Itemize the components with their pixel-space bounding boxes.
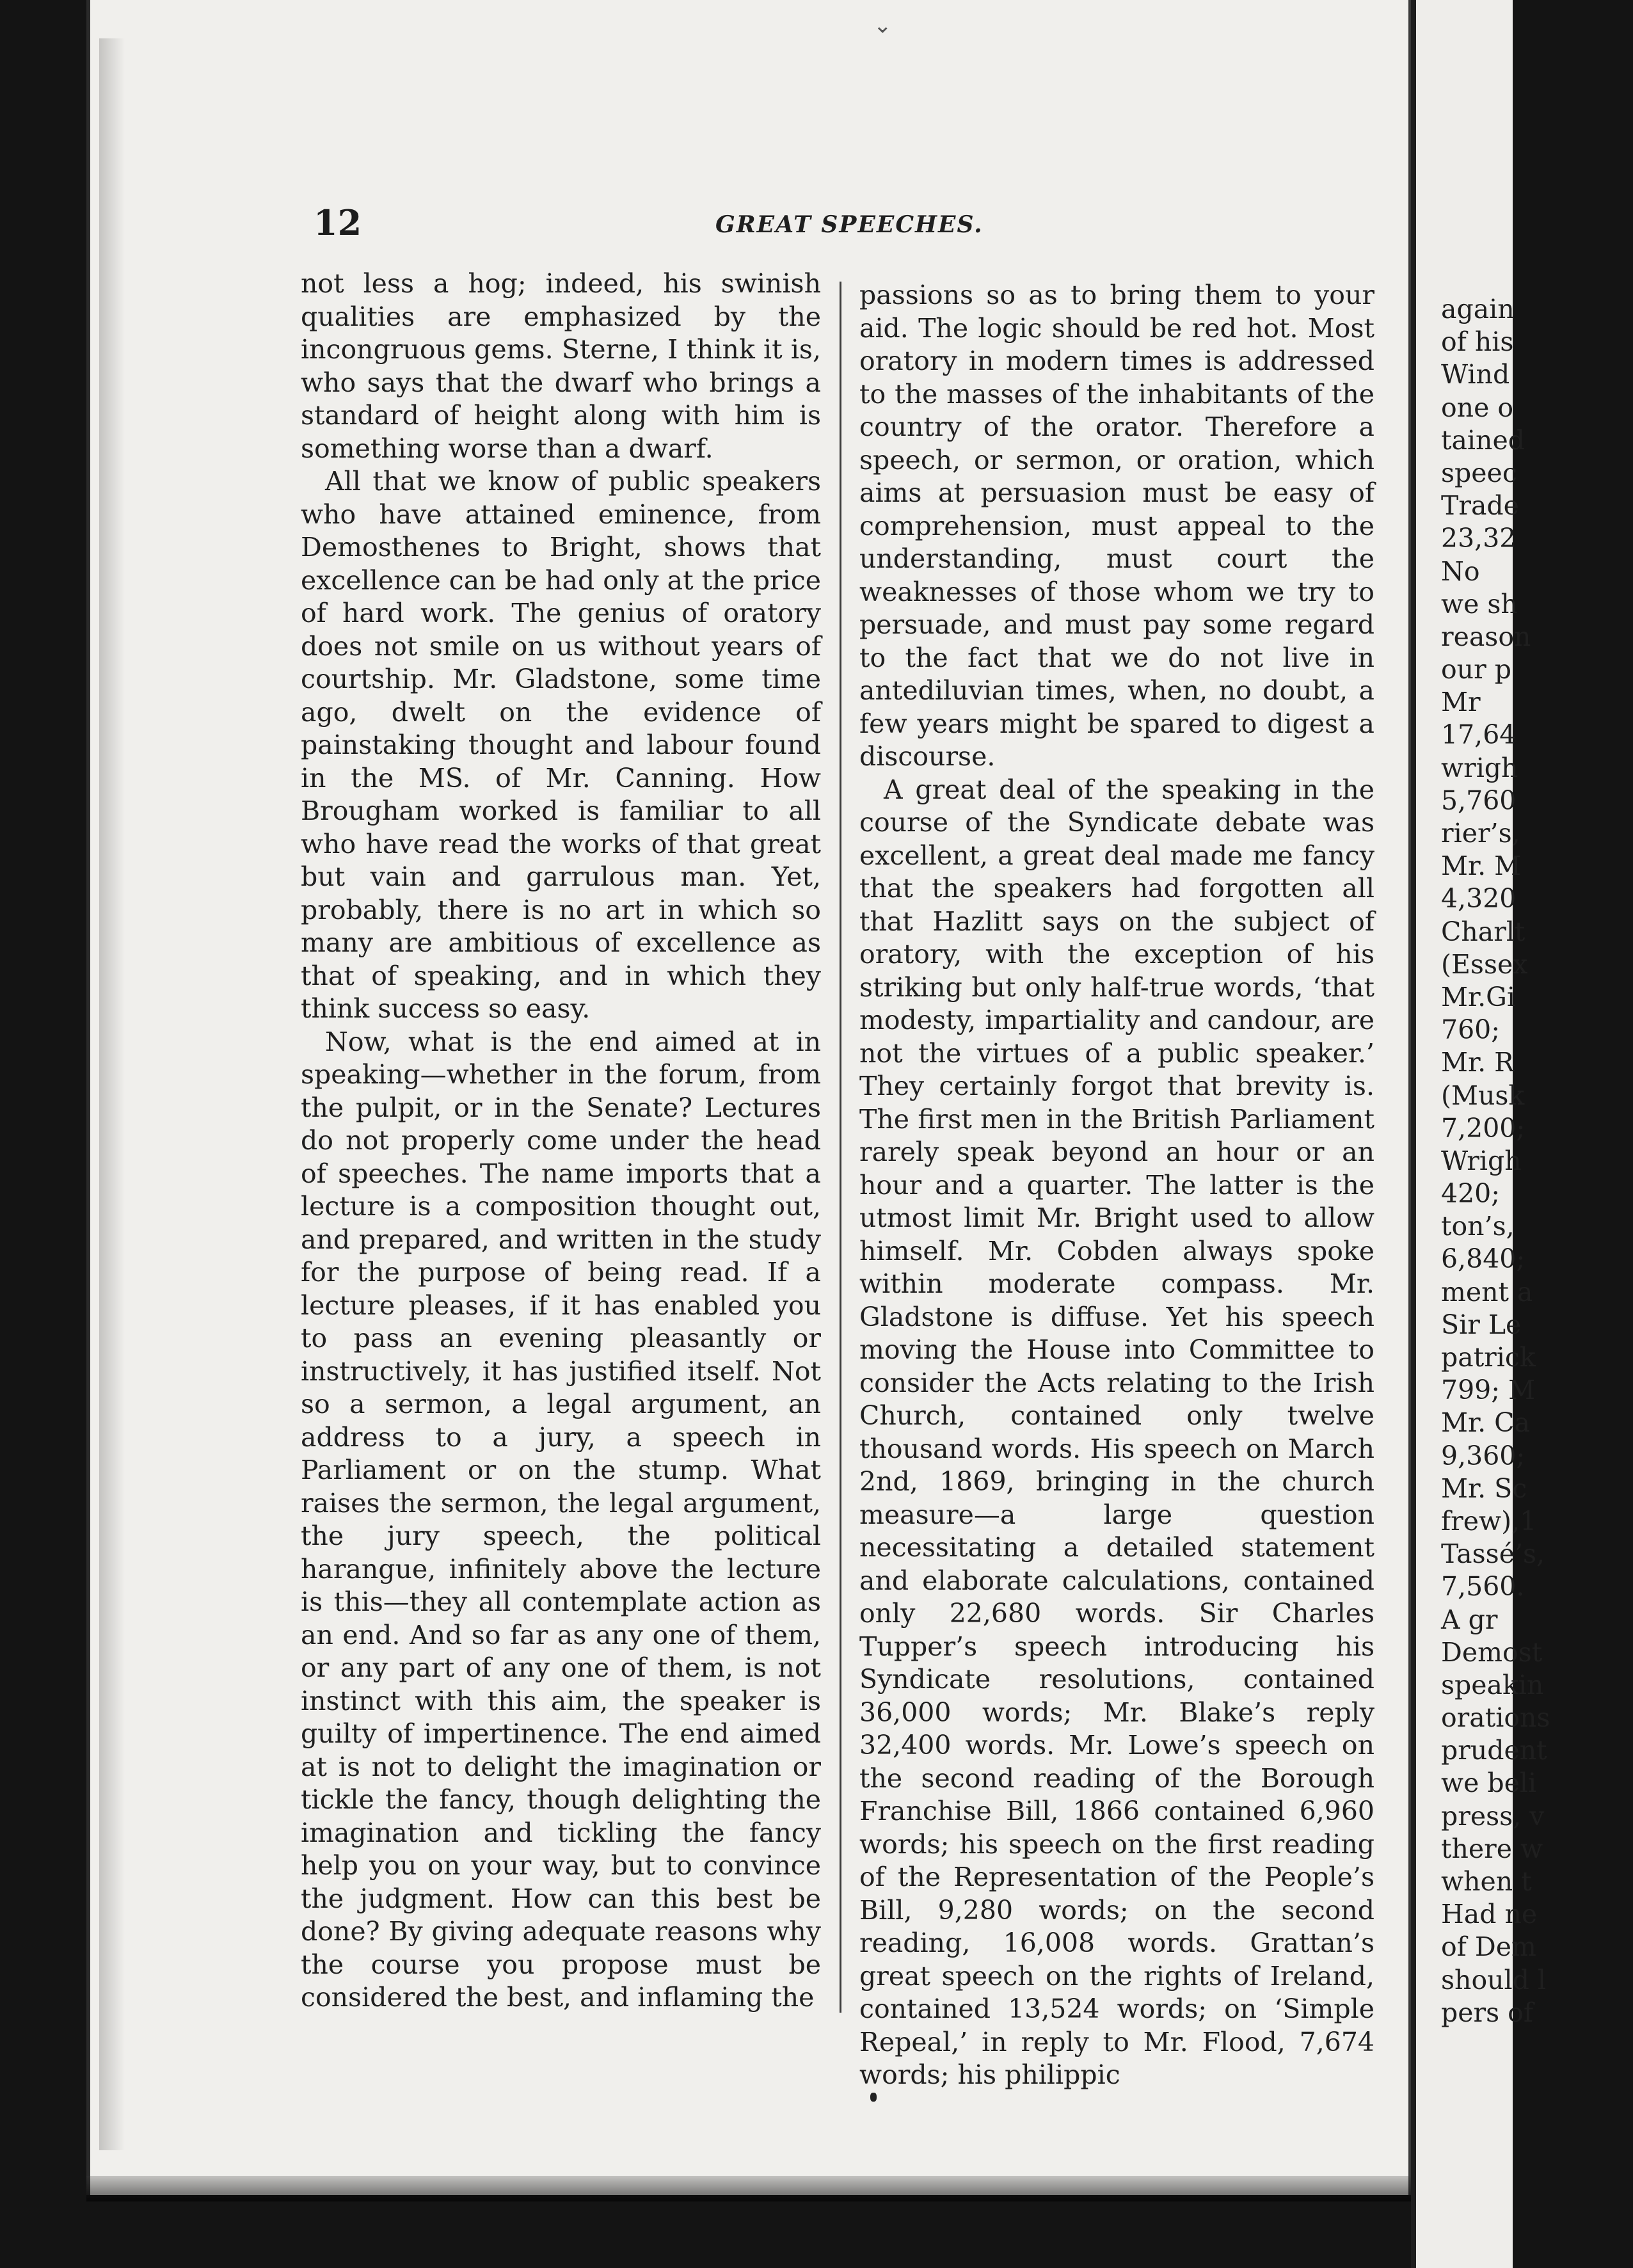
adjacent-line-fragment: (Essex: [1441, 948, 1528, 980]
running-header: [314, 202, 1376, 241]
adjacent-line-fragment: orations: [1441, 1702, 1550, 1734]
adjacent-line-fragment: Charlt: [1441, 916, 1525, 947]
page-fold-mark: ⌄: [873, 13, 892, 38]
adjacent-line-fragment: our p: [1441, 654, 1511, 685]
adjacent-line-fragment: we sh: [1441, 588, 1518, 619]
adjacent-line-fragment: ton’s,: [1441, 1211, 1515, 1242]
adjacent-line-fragment: one o: [1441, 392, 1514, 423]
page-bottom-shadow: [86, 2176, 1411, 2201]
adjacent-line-fragment: wrigh: [1441, 752, 1518, 783]
paragraph: passions so as to bring them to your aid. The logic should be red hot. Most oratory in modern times is addressed to the masses of the inhabitants of the country of the orator. Therefore a speech, or sermon, or oration, which aims at persuasion must be easy of comprehension, must appeal to the understanding, must court the weaknesses of those whom we try to persuade, and must pay some regard to the fact that we do not live in antediluvian times, when, no doubt, a few years might be spared to digest a discourse.: [859, 280, 1374, 772]
adjacent-line-fragment: Wrigh: [1441, 1145, 1522, 1176]
adjacent-line-fragment: of Dem: [1441, 1931, 1536, 1963]
adjacent-line-fragment: press, v: [1441, 1800, 1545, 1832]
adjacent-line-fragment: Wind: [1441, 359, 1510, 390]
adjacent-line-fragment: reason: [1441, 621, 1531, 652]
adjacent-line-fragment: of his: [1441, 326, 1514, 358]
text-column-right: [859, 279, 1374, 2092]
adjacent-line-fragment: Mr. M: [1441, 850, 1522, 882]
adjacent-line-fragment: speec: [1441, 457, 1517, 488]
adjacent-line-fragment: Demost: [1441, 1636, 1543, 1668]
text-column-left: [301, 268, 821, 2015]
paragraph: All that we know of public speakers who have attained eminence, from Demosthenes to Bright, shows that excellence can be had only at the price of hard work. The genius of oratory does not smile on us without years of courtship. Mr. Gladstone, some time ago, dwelt on the evidence of painstaking thought and labour found in the MS. of Mr. Canning. How Brougham worked is familiar to all who have read the works of that great but vain and garrulous man. Yet, probably, there is no art in which so many are ambitious of excellence as that of speaking, and in which they think success so easy.: [301, 466, 821, 1024]
adjacent-line-fragment: (Musk: [1441, 1080, 1525, 1111]
adjacent-line-fragment: Mr: [1441, 687, 1481, 718]
adjacent-line-fragment: 4,320: [1441, 883, 1517, 914]
adjacent-line-fragment: Mr. Ca: [1441, 1407, 1530, 1439]
gutter-shadow: [99, 38, 125, 2150]
adjacent-line-fragment: 799; M: [1441, 1375, 1536, 1406]
adjacent-line-fragment: 420;: [1441, 1178, 1501, 1210]
adjacent-line-fragment: Mr. R: [1441, 1047, 1515, 1078]
adjacent-line-fragment: patrick: [1441, 1342, 1536, 1373]
adjacent-line-fragment: ment a: [1441, 1276, 1533, 1307]
adjacent-line-fragment: Mr.Gi: [1441, 981, 1515, 1012]
adjacent-line-fragment: 23,32: [1441, 523, 1517, 554]
adjacent-line-fragment: 7,560.: [1441, 1571, 1525, 1602]
adjacent-line-fragment: Trade: [1441, 490, 1519, 522]
adjacent-line-fragment: Had ne: [1441, 1899, 1538, 1930]
adjacent-line-fragment: 760;: [1441, 1014, 1501, 1046]
adjacent-line-fragment: A gr: [1441, 1604, 1498, 1635]
adjacent-line-fragment: tained: [1441, 424, 1525, 456]
paragraph: not less a hog; indeed, his swinish qualities are emphasized by the incongruous gems. Sterne, I think it is, who says that the dwarf who brings a standard of height along with him is something worse than a dwarf.: [301, 268, 821, 464]
adjacent-line-fragment: pers of: [1441, 1997, 1534, 2028]
adjacent-line-fragment: Tassé’s,: [1441, 1538, 1545, 1570]
adjacent-line-fragment: 7,200;: [1441, 1112, 1525, 1144]
adjacent-line-fragment: 6,840;: [1441, 1243, 1525, 1275]
adjacent-line-fragment: should l: [1441, 1964, 1547, 1995]
adjacent-line-fragment: we beli: [1441, 1768, 1537, 1799]
adjacent-line-fragment: 17,64: [1441, 719, 1517, 751]
adjacent-line-fragment: Sir Le: [1441, 1309, 1522, 1340]
paragraph: A great deal of the speaking in the course of the Syndicate debate was excellent, a great deal made me fancy that the speakers had forgotten all that Hazlitt says on the subject of oratory, with the exception of his striking but only half-true words, ‘that modesty, impartiality and candour, are not the virtues of a public speaker.’ They certainly forgot that brevity is. The first men in the British Parliament rarely speak beyond an hour or an hour and a quarter. The latter is the utmost limit Mr. Bright used to allow himself. Mr. Cobden always spoke within moderate compass. Mr. Gladstone is diffuse. Yet his speech moving the House into Committee to consider the Acts relating to the Irish Church, contained only twelve thousand words. His speech on March 2nd, 1869, bringing in the church measure—a large question necessitating a detailed statement and elaborate calculations, contained only 22,680 words. Sir Charles Tupper’s speech introducing his Syndicate resolutions, contained 36,000 words; Mr. Blake’s reply 32,400 words. Mr. Lowe’s speech on the second reading of the Borough Franchise Bill, 1866 contained 6,960 words; his speech on the first reading of the Representation of the People’s Bill, 9,280 words; on the second reading, 16,008 words. Grattan’s great speech on the rights of Ireland, contained 13,524 words; on ‘Simple Repeal,’ in reply to Mr. Flood, 7,674 words; his philippic: [859, 774, 1374, 2090]
adjacent-line-fragment: there w: [1441, 1833, 1543, 1864]
adjacent-line-fragment: when t: [1441, 1866, 1532, 1897]
adjacent-line-fragment: frew),1: [1441, 1505, 1537, 1537]
paragraph: Now, what is the end aimed at in speaking—whether in the forum, from the pulpit, or in the Senate? Lectures do not properly come under the head of speeches. The name imports that a lecture is a composition thought out, and prepared, and written in the study for the purpose of being read. If a lecture pleases, if it has enabled you to pass an evening pleasantly or instructively, it has justified itself. Not so a sermon, a legal argument, an address to a jury, a speech in Parliament or on the stump. What raises the sermon, the legal argument, the jury speech, the political harangue, infinitely above the lecture is this—they all contemplate action as an end. And so far as any one of them, or any part of any one of them, is not instinct with this aim, the speaker is guilty of impertinence. The end aimed at is not to delight the imagination or tickle the fancy, though delighting the imagination and tickling the fancy help you on your way, but to convince the judgment. How can this best be done? By giving adequate reasons why the course you propose must be considered the best, and inflaming the: [301, 1026, 821, 2013]
column-divider: [840, 282, 841, 2013]
adjacent-line-fragment: No: [1441, 555, 1480, 587]
page-number: 12: [314, 202, 362, 243]
adjacent-line-fragment: prudent: [1441, 1735, 1547, 1766]
adjacent-line-fragment: Mr. Sc: [1441, 1473, 1527, 1504]
adjacent-line-fragment: 9,360;: [1441, 1440, 1525, 1471]
ink-speck: [870, 2093, 877, 2102]
adjacent-line-fragment: speakin: [1441, 1669, 1544, 1700]
adjacent-line-fragment: rier’s,: [1441, 818, 1520, 849]
running-title: GREAT SPEECHES.: [715, 211, 984, 238]
adjacent-line-fragment: 5,760: [1441, 785, 1517, 816]
adjacent-line-fragment: again: [1441, 294, 1515, 324]
adjacent-page-text: [1441, 293, 1633, 2029]
